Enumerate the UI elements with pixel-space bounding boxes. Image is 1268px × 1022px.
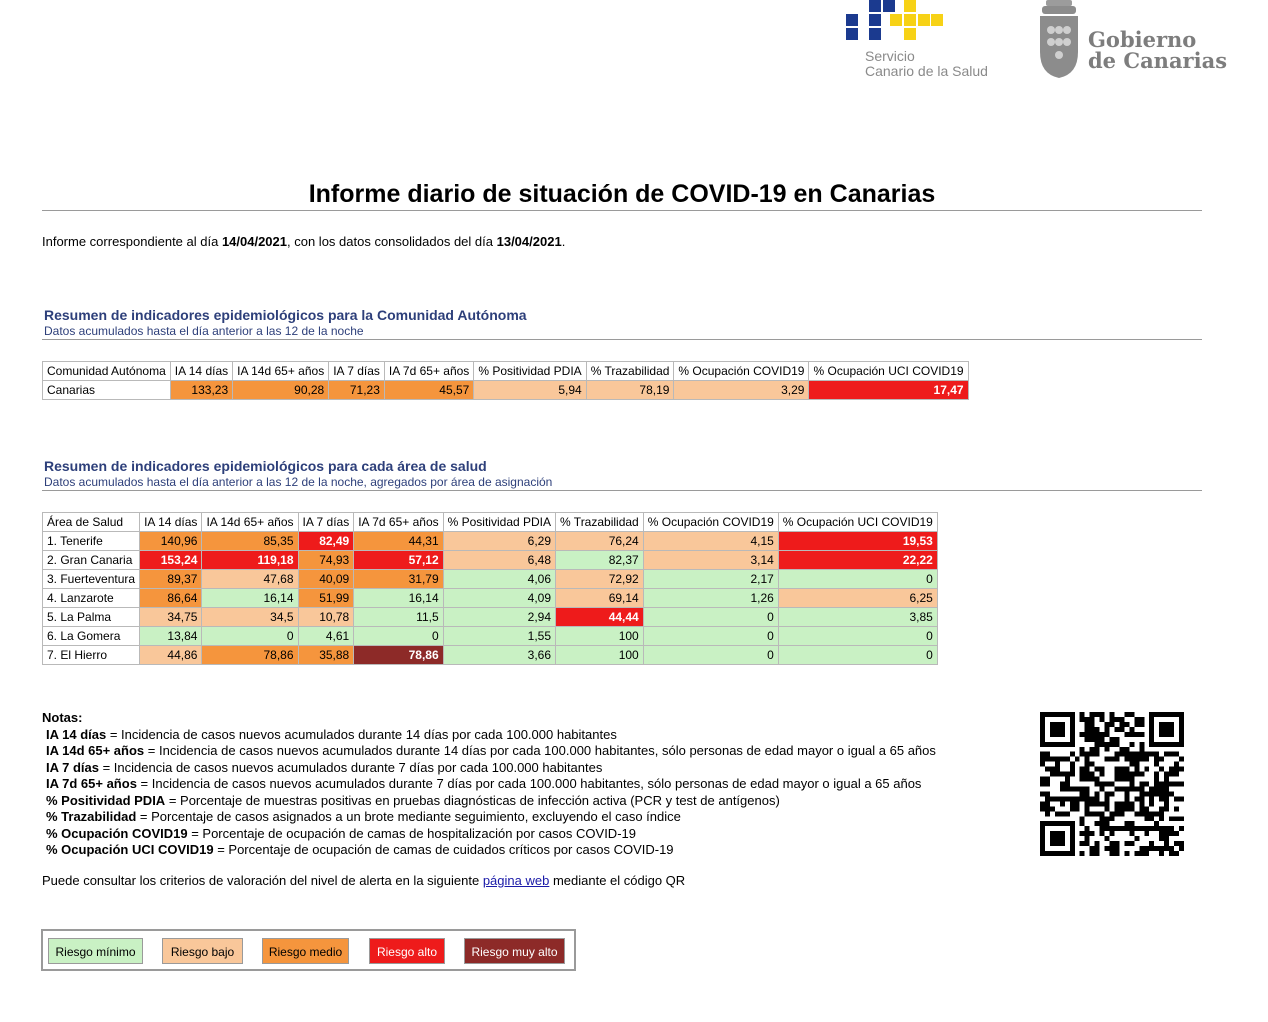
table-row — [43, 551, 938, 570]
note-definition: = Porcentaje de ocupación de camas de cuidados críticos por casos COVID-19 — [213, 842, 674, 857]
table-cell: 1,26 — [643, 589, 778, 608]
note-term: % Trazabilidad — [46, 809, 137, 824]
table-cell: 2,17 — [643, 570, 778, 589]
table-row — [43, 532, 938, 551]
consult-text — [42, 873, 685, 888]
note-definition: = Porcentaje de muestras positivas en pruebas diagnósticas de infección activa (PCR y test de antígenos) — [165, 792, 780, 808]
health-area-indicators-table — [42, 512, 938, 665]
note-item — [42, 760, 936, 777]
column-header: Área de Salud — [43, 513, 140, 532]
note-item — [42, 743, 936, 760]
table-cell: 86,64 — [140, 589, 202, 608]
intro-prefix: Informe correspondiente al día — [42, 234, 222, 249]
table-cell: 140,96 — [140, 532, 202, 551]
note-term: IA 7 días — [46, 759, 99, 775]
note-item — [42, 793, 936, 810]
table-cell: 1,55 — [443, 627, 555, 646]
column-header: IA 14d 65+ años — [233, 362, 329, 381]
legend-riesgo-minimo: Riesgo mínimo — [48, 938, 143, 964]
note-term: % Ocupación COVID19 — [46, 825, 188, 841]
table-cell: 47,68 — [202, 570, 298, 589]
column-header: % Positividad PDIA — [443, 513, 555, 532]
legend-riesgo-medio: Riesgo medio — [262, 938, 349, 964]
table-cell: 82,49 — [298, 532, 354, 551]
table-cell: 0 — [643, 608, 778, 627]
gob-name-line1: Gobierno — [1088, 27, 1197, 52]
consult-prefix: Puede consultar los criterios de valoración del nivel de alerta en la siguiente — [42, 873, 483, 888]
note-term: % Positividad PDIA — [46, 792, 166, 808]
table-cell: 3,29 — [674, 381, 809, 400]
table-cell: 100 — [556, 646, 644, 665]
table-cell: 40,09 — [298, 570, 354, 589]
table-cell: 153,24 — [140, 551, 202, 570]
note-definition: = Incidencia de casos nuevos acumulados durante 14 días por cada 100.000 habitantes, sólo personas de edad mayor o igual a 65 años — [144, 743, 936, 758]
scs-squares-icon — [846, 0, 946, 50]
table-cell: 5,94 — [474, 381, 586, 400]
table-cell: 57,12 — [354, 551, 443, 570]
table-cell: 71,23 — [329, 381, 385, 400]
criteria-web-link[interactable]: página web — [482, 873, 550, 888]
table-cell: 6,48 — [443, 551, 555, 570]
column-header: % Trazabilidad — [556, 513, 644, 532]
table-cell: 78,19 — [586, 381, 674, 400]
table-cell: 0 — [202, 627, 298, 646]
table-cell: 0 — [643, 627, 778, 646]
table-cell: 11,5 — [354, 608, 443, 627]
row-label: 5. La Palma — [43, 608, 140, 627]
note-item — [42, 842, 936, 859]
column-header: IA 7d 65+ años — [354, 513, 443, 532]
table-cell: 4,09 — [443, 589, 555, 608]
table-row — [43, 627, 938, 646]
gob-name-line2: de Canarias — [1088, 48, 1228, 73]
table-cell: 76,24 — [556, 532, 644, 551]
report-date: 14/04/2021 — [221, 234, 288, 249]
note-term: % Ocupación UCI COVID19 — [46, 842, 214, 857]
scs-name-line1: Servicio — [865, 48, 915, 64]
table-header-row — [43, 362, 969, 381]
column-header: % Ocupación UCI COVID19 — [778, 513, 937, 532]
table-cell: 0 — [354, 627, 443, 646]
table-cell: 78,86 — [202, 646, 298, 665]
table-cell: 3,85 — [778, 608, 937, 627]
column-header: % Trazabilidad — [586, 362, 674, 381]
row-label: 6. La Gomera — [43, 627, 140, 646]
note-term: IA 7d 65+ años — [46, 776, 137, 791]
table-cell: 4,15 — [643, 532, 778, 551]
table-cell: 2,94 — [443, 608, 555, 627]
table-cell: 4,61 — [298, 627, 354, 646]
column-header: IA 14 días — [170, 362, 232, 381]
note-item — [42, 727, 936, 744]
column-header: IA 14d 65+ años — [202, 513, 298, 532]
table-cell: 0 — [643, 646, 778, 665]
table-header-row — [43, 513, 938, 532]
table-cell: 16,14 — [202, 589, 298, 608]
column-header: % Ocupación COVID19 — [643, 513, 778, 532]
consult-suffix: mediante el código QR — [549, 873, 686, 888]
table-cell: 4,06 — [443, 570, 555, 589]
table-cell: 82,37 — [556, 551, 644, 570]
table-row — [43, 589, 938, 608]
table-cell: 17,47 — [809, 381, 968, 400]
table-cell: 34,75 — [140, 608, 202, 627]
table-row — [43, 381, 969, 400]
table-cell: 119,18 — [202, 551, 298, 570]
row-label: Canarias — [43, 381, 171, 400]
table-cell: 31,79 — [354, 570, 443, 589]
legend-riesgo-bajo: Riesgo bajo — [162, 938, 243, 964]
community-indicators-table — [42, 361, 969, 400]
legend-riesgo-muy-alto: Riesgo muy alto — [464, 938, 565, 964]
column-header: IA 7d 65+ años — [384, 362, 473, 381]
note-definition: = Incidencia de casos nuevos acumulados durante 7 días por cada 100.000 habitantes — [98, 759, 603, 775]
gobierno-canarias-logo — [1036, 0, 1226, 82]
note-term: IA 14 días — [46, 726, 107, 742]
table-cell: 0 — [778, 646, 937, 665]
table-cell: 78,86 — [354, 646, 443, 665]
column-header: % Positividad PDIA — [474, 362, 586, 381]
servicio-canario-salud-logo — [846, 0, 1006, 82]
table-cell: 3,66 — [443, 646, 555, 665]
qr-code-icon[interactable] — [1040, 712, 1184, 856]
table-cell: 89,37 — [140, 570, 202, 589]
section2-divider — [42, 490, 1202, 491]
table-row — [43, 570, 938, 589]
section2-subtitle: Datos acumulados hasta el día anterior a las 12 de la noche, agregados por área de asignación — [44, 475, 553, 489]
table-row — [43, 608, 938, 627]
note-definition: = Porcentaje de ocupación de camas de hospitalización por casos COVID-19 — [187, 825, 636, 841]
table-cell: 45,57 — [384, 381, 473, 400]
note-definition: = Porcentaje de casos asignados a un brote mediante seguimiento, excluyendo el caso índice — [136, 809, 681, 824]
table-cell: 51,99 — [298, 589, 354, 608]
row-label: 2. Gran Canaria — [43, 551, 140, 570]
section2-title: Resumen de indicadores epidemiológicos para cada área de salud — [44, 458, 487, 474]
note-item — [42, 809, 936, 826]
intro-suffix: . — [561, 234, 566, 249]
intro-middle: , con los datos consolidados del día — [287, 234, 497, 249]
data-date: 13/04/2021 — [496, 234, 562, 249]
table-cell: 22,22 — [778, 551, 937, 570]
notes-header: Notas: — [42, 710, 83, 725]
legend-riesgo-alto: Riesgo alto — [369, 938, 445, 964]
section1-title: Resumen de indicadores epidemiológicos para la Comunidad Autónoma — [44, 307, 527, 323]
title-divider — [42, 210, 1202, 211]
table-cell: 34,5 — [202, 608, 298, 627]
note-term: IA 14d 65+ años — [46, 743, 145, 758]
table-cell: 3,14 — [643, 551, 778, 570]
column-header: Comunidad Autónoma — [43, 362, 171, 381]
column-header: % Ocupación UCI COVID19 — [809, 362, 968, 381]
table-cell: 74,93 — [298, 551, 354, 570]
note-definition: = Incidencia de casos nuevos acumulados durante 14 días por cada 100.000 habitantes — [106, 726, 617, 742]
table-cell: 6,29 — [443, 532, 555, 551]
table-cell: 72,92 — [556, 570, 644, 589]
table-cell: 44,86 — [140, 646, 202, 665]
table-cell: 85,35 — [202, 532, 298, 551]
table-row — [43, 646, 938, 665]
table-cell: 100 — [556, 627, 644, 646]
row-label: 3. Fuerteventura — [43, 570, 140, 589]
table-cell: 6,25 — [778, 589, 937, 608]
column-header: IA 7 días — [298, 513, 354, 532]
table-cell: 90,28 — [233, 381, 329, 400]
note-definition: = Incidencia de casos nuevos acumulados durante 7 días por cada 100.000 habitantes, sólo personas de edad mayor o igual a 65 años — [136, 776, 922, 791]
scs-name-line2: Canario de la Salud — [865, 63, 988, 79]
column-header: IA 7 días — [329, 362, 385, 381]
report-intro — [42, 234, 565, 249]
section1-subtitle: Datos acumulados hasta el día anterior a las 12 de la noche — [44, 324, 364, 338]
table-cell: 69,14 — [556, 589, 644, 608]
table-cell: 133,23 — [170, 381, 232, 400]
table-cell: 35,88 — [298, 646, 354, 665]
coat-of-arms-icon — [1036, 0, 1082, 80]
row-label: 4. Lanzarote — [43, 589, 140, 608]
column-header: % Ocupación COVID19 — [674, 362, 809, 381]
column-header: IA 14 días — [140, 513, 202, 532]
row-label: 7. El Hierro — [43, 646, 140, 665]
table-cell: 16,14 — [354, 589, 443, 608]
section1-divider — [42, 339, 1202, 340]
row-label: 1. Tenerife — [43, 532, 140, 551]
table-cell: 19,53 — [778, 532, 937, 551]
notes-section — [42, 710, 936, 859]
table-cell: 44,31 — [354, 532, 443, 551]
table-cell: 0 — [778, 627, 937, 646]
report-title: Informe diario de situación de COVID-19 en Canarias — [308, 180, 936, 208]
note-item — [42, 826, 936, 843]
table-cell: 0 — [778, 570, 937, 589]
table-cell: 10,78 — [298, 608, 354, 627]
table-cell: 44,44 — [556, 608, 644, 627]
table-cell: 13,84 — [140, 627, 202, 646]
note-item — [42, 776, 936, 793]
